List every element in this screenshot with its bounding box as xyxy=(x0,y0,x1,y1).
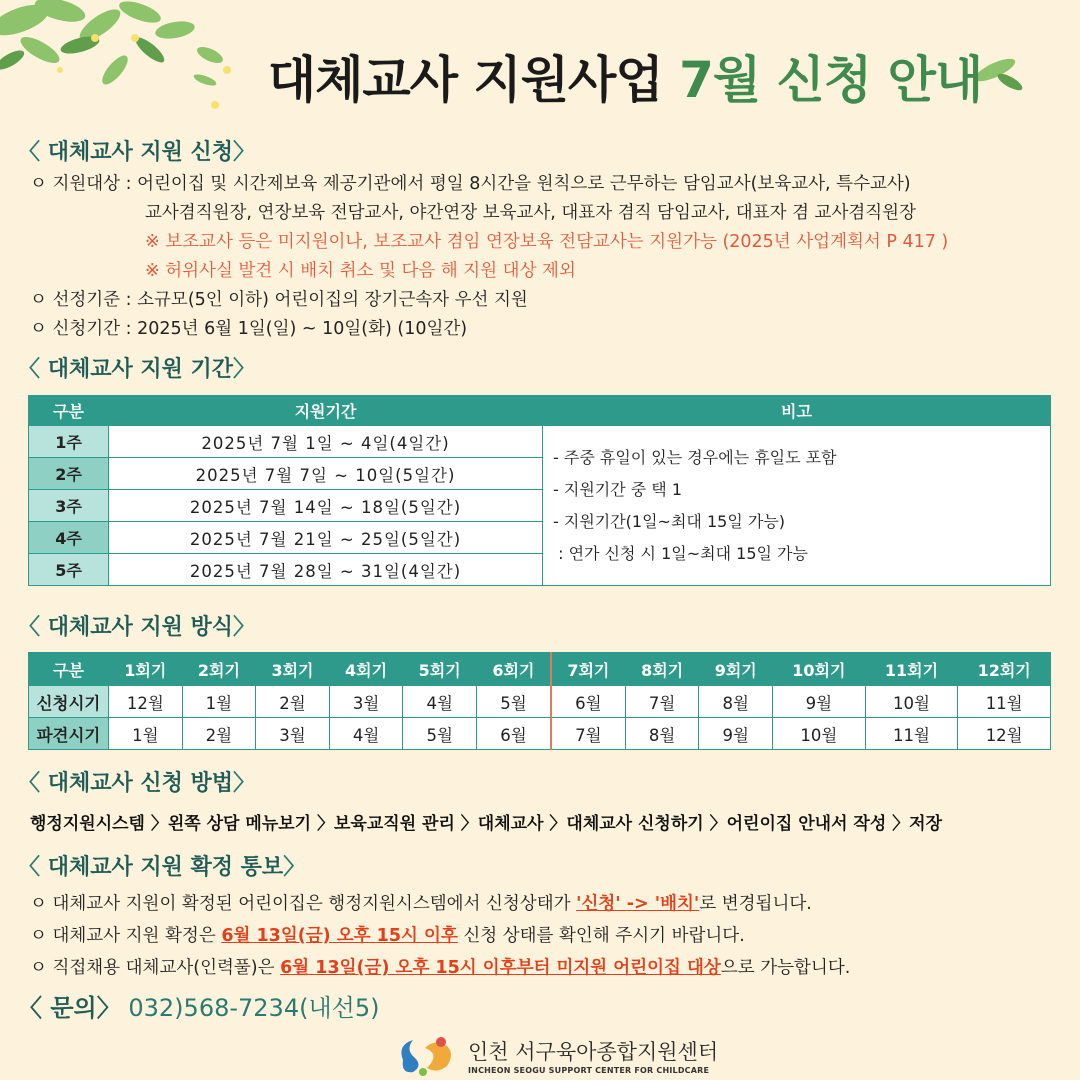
table-cell: 3월 xyxy=(329,686,403,718)
row-label: 파견시기 xyxy=(29,718,109,750)
table-cell: 11월 xyxy=(865,718,958,750)
table-header: 9회기 xyxy=(699,653,773,686)
table-cell: 7월 xyxy=(625,686,699,718)
table-cell: 12월 xyxy=(109,686,183,718)
table-cell: 8월 xyxy=(699,686,773,718)
table-header: 12회기 xyxy=(958,653,1051,686)
table-cell: 11월 xyxy=(958,686,1051,718)
note-assistant-teacher: ※ 보조교사 등은 미지원이나, 보조교사 겸임 연장보육 전담교사는 지원가능 (2025년 사업계획서 P 417 ) xyxy=(145,232,949,252)
table-cell: 9월 xyxy=(773,686,866,718)
table-cell: 1월 xyxy=(182,686,256,718)
table-cell: 1월 xyxy=(109,718,183,750)
table-header: 구분 xyxy=(29,396,109,426)
eligibility-line-cont: 교사겸직원장, 연장보육 전담교사, 야간연장 보육교사, 대표자 겸직 담임교사, 대표자 겸 교사겸직원장 xyxy=(145,203,916,223)
table-cell: 10월 xyxy=(773,718,866,750)
contact-phone: 032)568-7234(내선5) xyxy=(128,994,380,1022)
table-header: 구분 xyxy=(29,653,109,686)
table-row: 2주 2025년 7월 7일 ~ 10일(5일간) xyxy=(29,458,1051,490)
table-cell: 4월 xyxy=(329,718,403,750)
confirmation-line-1: ㅇ 대체교사 지원이 확정된 어린이집은 행정지원시스템에서 신청상태가 '신청' -> '배치'로 변경됩니다. xyxy=(30,894,812,914)
table-cell: 9월 xyxy=(699,718,773,750)
section-heading-method: 〈 대체교사 지원 방식〉 xyxy=(18,615,256,640)
note-false-info: ※ 허위사실 발견 시 배치 취소 및 다음 해 지원 대상 제외 xyxy=(145,261,576,281)
table-row-apply xyxy=(29,686,1051,718)
table-cell: 6월 xyxy=(551,686,625,718)
selection-criteria-line: ㅇ 선정기준 : 소규모(5인 이하) 어린이집의 장기근속자 우선 지원 xyxy=(30,290,528,310)
title-highlight: 7월 신청 안내 xyxy=(679,51,983,109)
table-header: 7회기 xyxy=(551,653,625,686)
row-label: 신청시기 xyxy=(29,686,109,718)
table-cell: 4월 xyxy=(403,686,477,718)
table-header: 2회기 xyxy=(182,653,256,686)
confirmation-line-2: ㅇ 대체교사 지원 확정은 6월 13일(금) 오후 15시 이후 신청 상태를 확인해 주시기 바랍니다. xyxy=(30,926,745,946)
table-row: 3주 2025년 7월 14일 ~ 18일(5일간) xyxy=(29,490,1051,522)
confirmation-line-3: ㅇ 직접채용 대체교사(인력풀)은 6월 13일(금) 오후 15시 이후부터 미지원 어린이집 대상으로 가능합니다. xyxy=(30,958,851,978)
table-cell: 2월 xyxy=(256,686,330,718)
title-main: 대체교사 지원사업 xyxy=(267,51,663,109)
table-cell: 2월 xyxy=(182,718,256,750)
table-cell: 7월 xyxy=(551,718,625,750)
center-logo-text: 인천 서구육아종합지원센터 INCHEON SEOGU SUPPORT CENTER FOR CHILDCARE xyxy=(468,1040,719,1075)
table-cell: 3월 xyxy=(256,718,330,750)
table-row: 5주 2025년 7월 28일 ~ 31일(4일간) xyxy=(29,554,1051,586)
table-header: 6회기 xyxy=(476,653,550,686)
table-header: 8회기 xyxy=(625,653,699,686)
menu-path: 행정지원시스템 〉왼쪽 상담 메뉴보기 〉보육교직원 관리 〉대체교사 〉대체교사 신청하기 〉어린이집 안내서 작성 〉저장 xyxy=(30,814,943,834)
table-header: 1회기 xyxy=(109,653,183,686)
table-cell: 10월 xyxy=(865,686,958,718)
table-cell: 5월 xyxy=(403,718,477,750)
table-cell: 12월 xyxy=(958,718,1051,750)
section-heading-how-to-apply: 〈 대체교사 신청 방법〉 xyxy=(18,771,256,796)
application-period-line: ㅇ 신청기간 : 2025년 6월 1일(일) ~ 10일(화) (10일간) xyxy=(30,319,468,339)
table-header: 5회기 xyxy=(403,653,477,686)
table-header: 지원기간 xyxy=(109,396,543,426)
table-row: 1주 2025년 7월 1일 ~ 4일(4일간) - 주중 휴일이 있는 경우에는 휴일도 포함 - 지원기간 중 택 1 - 지원기간(1일~최대 15일 가능) : 연가 신청 시 1일~최대 15일 가능 xyxy=(29,426,1051,458)
table-row: 4주 2025년 7월 21일 ~ 25일(5일간) xyxy=(29,522,1051,554)
contact-info: 〈 문의〉 032)568-7234(내선5) xyxy=(18,994,380,1022)
eligibility-line: ㅇ 지원대상 : 어린이집 및 시간제보육 제공기관에서 평일 8시간을 원칙으로 근무하는 담임교사(보육교사, 특수교사) xyxy=(30,174,911,194)
table-header: 10회기 xyxy=(773,653,866,686)
table-cell: 6월 xyxy=(476,718,550,750)
section-heading-period: 〈 대체교사 지원 기간〉 xyxy=(18,357,256,382)
page-title xyxy=(0,40,1080,112)
section-heading-apply: 〈 대체교사 지원 신청〉 xyxy=(18,140,256,165)
table-header: 11회기 xyxy=(865,653,958,686)
remarks-cell: - 주중 휴일이 있는 경우에는 휴일도 포함 - 지원기간 중 택 1 - 지원기간(1일~최대 15일 가능) : 연가 신청 시 1일~최대 15일 가능 xyxy=(543,426,1051,586)
table-header: 비고 xyxy=(543,396,1051,426)
support-method-table xyxy=(28,652,1051,750)
table-cell: 8월 xyxy=(625,718,699,750)
section-heading-confirmation: 〈 대체교사 지원 확정 통보〉 xyxy=(18,855,306,880)
table-header: 4회기 xyxy=(329,653,403,686)
support-period-table xyxy=(28,395,1051,586)
table-cell: 5월 xyxy=(476,686,550,718)
table-header: 3회기 xyxy=(256,653,330,686)
table-row-dispatch xyxy=(29,718,1051,750)
